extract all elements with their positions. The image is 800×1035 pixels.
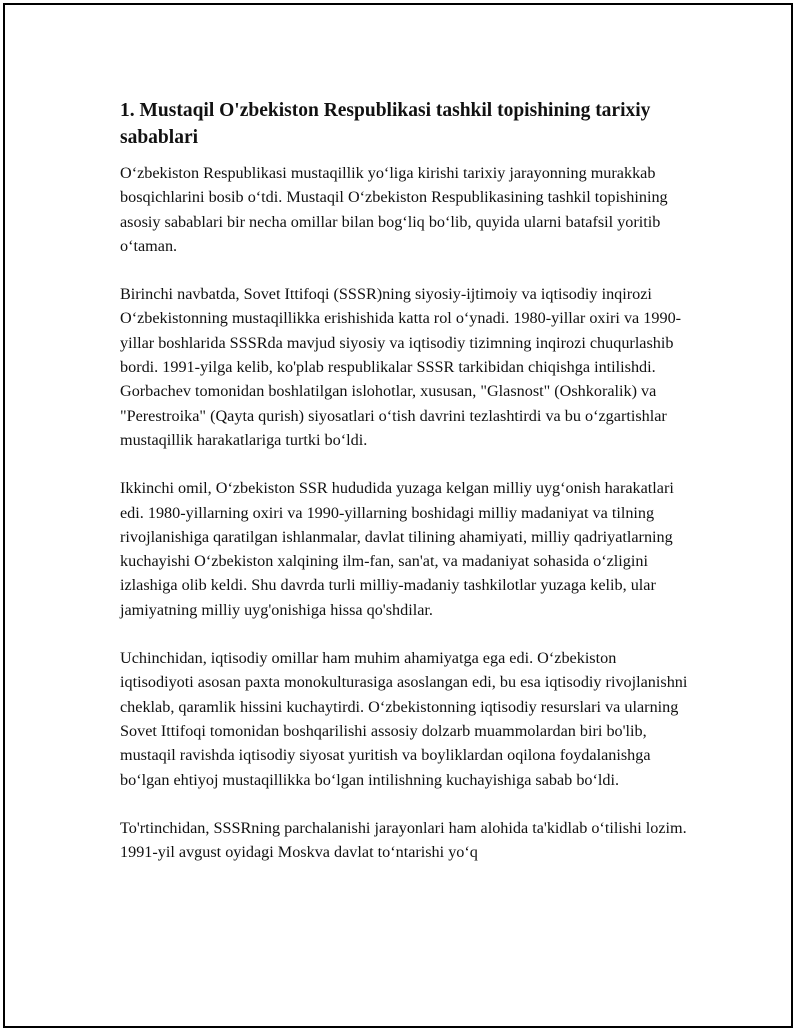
document-content — [120, 97, 690, 888]
paragraph-second-reason: Ikkinchi omil, O‘zbekiston SSR hududida yuzaga kelgan milliy uyg‘onish harakatlari edi. 1980-yillarning oxiri va 1990-yillarning boshidagi milliy madaniyat va tilning rivojlanishiga qaratilgan ishlanmalar, davlat tilining ahamiyati, milliy qadriyatlarning kuchayishi O‘zbekiston xalqining ilm-fan, san'at, va madaniyat sohasida o‘zligini izlashiga olib keldi. Shu davrda turli milliy-madaniy tashkilotlar yuzaga kelib, ular jamiyatning milliy uyg'onishiga hissa qo'shdilar. — [120, 479, 674, 619]
paragraph-third-reason: Uchinchidan, iqtisodiy omillar ham muhim ahamiyatga ega edi. O‘zbekiston iqtisodiyoti asosan paxta monokulturasiga asoslangan edi, bu esa iqtisodiy rivojlanishni cheklab, qaramlik hissini kuchaytirdi. O‘zbekistonning iqtisodiy resurslari va ularning Sovet Ittifoqi tomonidan boshqarilishi assosiy dolzarb muammolardan biri bo'lib, mustaqil ravishda iqtisodiy siyosat yuritish va boyliklardan oqilona foydalanishga bo‘lgan ehtiyoj mustaqillikka bo‘lgan intilishning kuchayishiga sabab bo‘ldi. — [120, 649, 688, 789]
paragraph-intro: O‘zbekiston Respublikasi mustaqillik yo‘liga kirishi tarixiy jarayonning murakkab bosqichlarini bosib o‘tdi. Mustaqil O‘zbekiston Respublikasining tashkil topishining asosiy sabablari bir necha omillar bilan bog‘liq bo‘lib, quyida ularni batafsil yoritib o‘taman. — [120, 164, 668, 255]
document-page — [3, 3, 793, 1028]
paragraph-fourth-reason: To'rtinchidan, SSSRning parchalanishi jarayonlari ham alohida ta'kidlab o‘tilishi lozim. 1991-yil avgust oyidagi Moskva davlat to‘ntarishi yo‘q — [120, 818, 687, 862]
paragraph-first-reason: Birinchi navbatda, Sovet Ittifoqi (SSSR)ning siyosiy-ijtimoiy va iqtisodiy inqirozi O‘zbekistonning mustaqillikka erishishida katta rol o‘ynadi. 1980-yillar oxiri va 1990-yillar boshlarida SSSRda mavjud siyosiy va iqtisodiy tizimning inqirozi chuqurlashib bordi. 1991-yilga kelib, ko'plab respublikalar SSSR tarkibidan chiqishga intilishdi. Gorbachev tomonidan boshlatilgan islohotlar, xususan, "Glasnost" (Oshkoralik) va "Perestroika" (Qayta qurish) siyosatlari o‘tish davrini tezlashtirdi va bu o‘zgartishlar mustaqillik harakatlariga turtki bo‘ldi. — [120, 285, 682, 449]
document-title: 1. Mustaqil O'zbekiston Respublikasi tashkil topishining tarixiy sabablari — [120, 100, 651, 148]
